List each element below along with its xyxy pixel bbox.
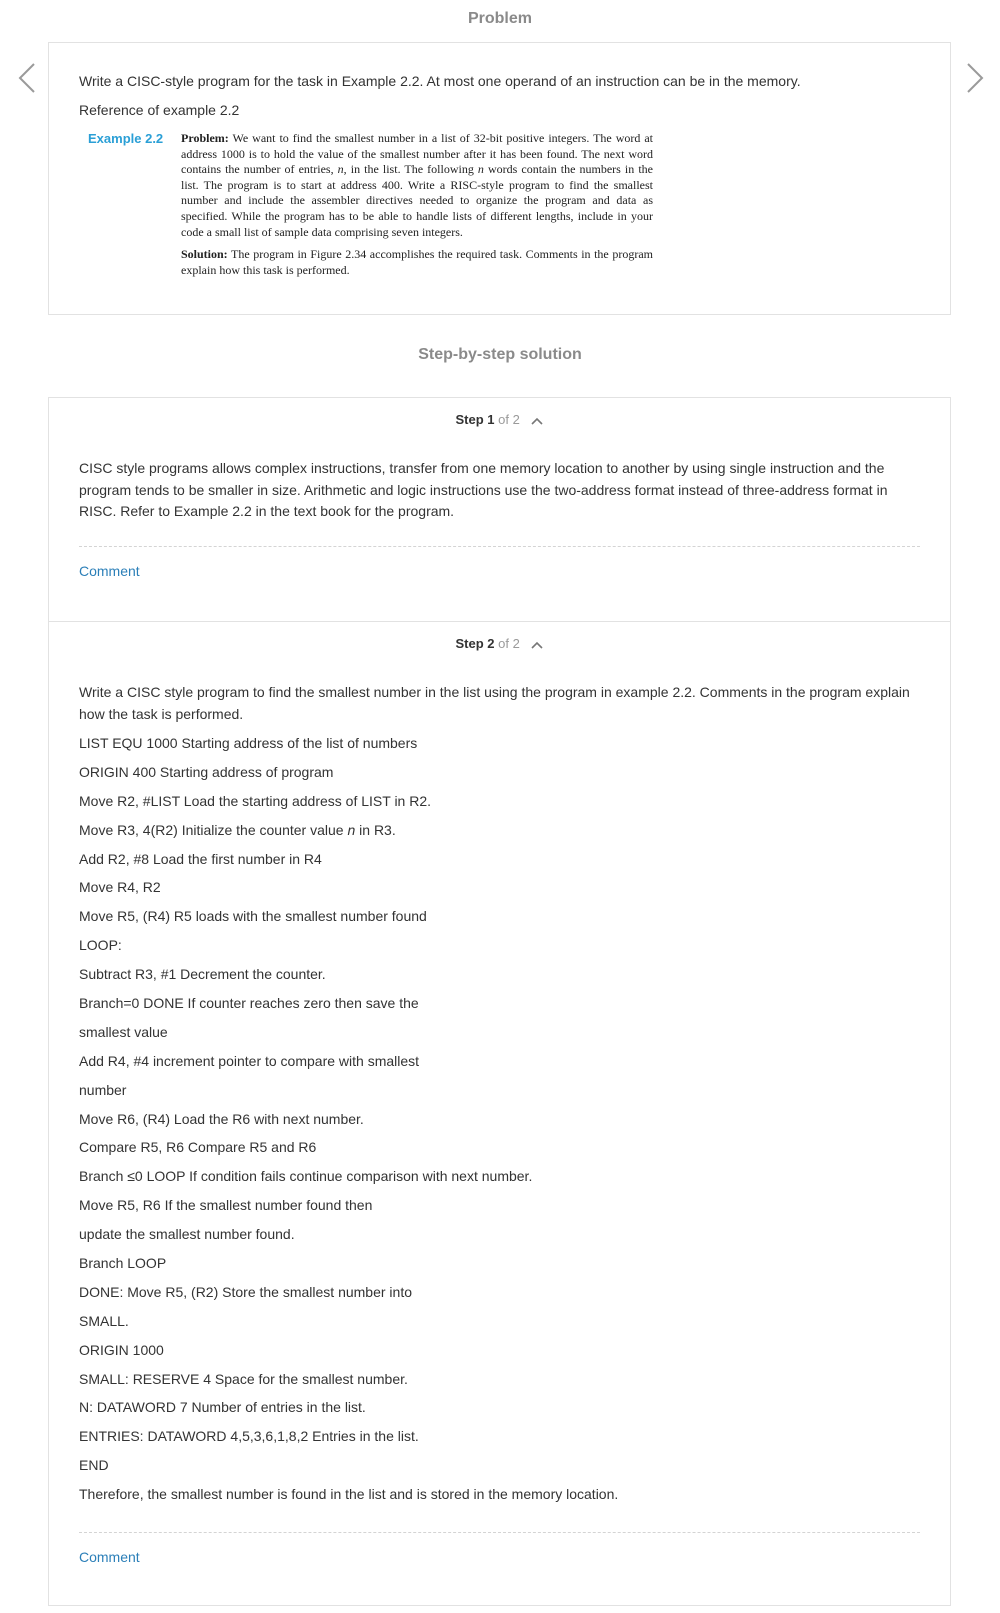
step-2-header[interactable] <box>49 636 950 652</box>
step-2-comment-link[interactable]: Comment <box>79 1549 140 1565</box>
step-1-card <box>48 397 951 622</box>
example-label: Example 2.2 <box>88 131 164 146</box>
program-line: Therefore, the smallest number is found in the list and is stored in the memory location. <box>79 1486 619 1503</box>
program-line: ORIGIN 400 Starting address of program <box>79 763 334 780</box>
chevron-up-icon[interactable] <box>531 637 543 652</box>
step-2-count: of 2 <box>498 636 520 651</box>
program-line: LIST EQU 1000 Starting address of the list of numbers <box>79 735 418 751</box>
step-2-label: Step 2 <box>455 636 495 651</box>
example-solution-label: Solution: <box>181 247 228 262</box>
step-2-card <box>48 621 951 1606</box>
problem-heading: Problem <box>467 10 532 27</box>
example-body <box>181 131 653 285</box>
program-line: ENTRIES: DATAWORD 4,5,3,6,1,8,2 Entries in the list. <box>79 1428 419 1445</box>
problem-reference: Reference of example 2.2 <box>79 102 240 118</box>
problem-statement: Write a CISC-style program for the task in Example 2.2. At most one operand of an instruction can be in the memory. <box>79 73 801 89</box>
example-solution-text: The program in Figure 2.34 accomplishes the required task. Comments in the program explain how this task is performed. <box>181 247 653 277</box>
previous-arrow-icon[interactable] <box>12 60 42 96</box>
next-arrow-icon[interactable] <box>960 60 990 96</box>
program-line: Add R4, #4 increment pointer to compare with smallest <box>79 1052 420 1069</box>
program-line: smallest value <box>79 1023 168 1040</box>
step-2-intro: Write a CISC style program to find the smallest number in the list using the program in example 2.2. Comments in the program explain how the task is performed. <box>79 684 910 722</box>
program-line: update the smallest number found. <box>79 1226 295 1243</box>
step-1-text: CISC style programs allows complex instructions, transfer from one memory location to another by using single instruction and the program tends to be smaller in size. Arithmetic and logic instructions use the two-address format instead of three-address format in RISC. Refer to Example 2.2 in the text book for the program. <box>79 460 888 519</box>
program-listing <box>79 733 909 1513</box>
program-line: Branch LOOP <box>79 1255 167 1272</box>
program-line: number <box>79 1081 127 1098</box>
program-line: Move R4, R2 <box>79 879 161 896</box>
program-line: Add R2, #8 Load the first number in R4 <box>79 850 322 867</box>
program-line: SMALL. <box>79 1312 129 1329</box>
program-line: N: DATAWORD 7 Number of entries in the list. <box>79 1399 366 1416</box>
divider <box>79 1532 920 1533</box>
program-line: Compare R5, R6 Compare R5 and R6 <box>79 1139 317 1156</box>
example-problem-label: Problem: <box>181 131 229 145</box>
program-line: Move R2, #LIST Load the starting address of LIST in R2. <box>79 792 432 809</box>
step-1-count: of 2 <box>498 412 520 427</box>
step-1-header[interactable] <box>49 412 950 428</box>
program-line: Subtract R3, #1 Decrement the counter. <box>79 966 326 983</box>
solution-heading: Step-by-step solution <box>418 346 582 363</box>
chevron-up-icon[interactable] <box>531 413 543 428</box>
problem-card <box>48 42 951 315</box>
program-line: DONE: Move R5, (R2) Store the smallest number into <box>79 1283 413 1300</box>
program-line: ORIGIN 1000 <box>79 1341 164 1358</box>
program-line: LOOP: <box>79 937 122 954</box>
program-line: Move R5, R6 If the smallest number found then <box>79 1197 373 1214</box>
program-line: Move R6, (R4) Load the R6 with next number. <box>79 1110 364 1127</box>
program-line: Branch=0 DONE If counter reaches zero then save the <box>79 995 419 1012</box>
program-line: SMALL: RESERVE 4 Space for the smallest number. <box>79 1370 408 1387</box>
program-line: Move R3, 4(R2) Initialize the counter value n in R3. <box>79 821 396 838</box>
program-line: END <box>79 1457 109 1474</box>
step-1-label: Step 1 <box>455 412 495 427</box>
program-line: Move R5, (R4) R5 loads with the smallest number found <box>79 908 427 925</box>
program-line: Branch ≤0 LOOP If condition fails continue comparison with next number. <box>79 1168 533 1185</box>
divider <box>79 546 920 547</box>
step-1-comment-link[interactable]: Comment <box>79 563 140 579</box>
example-problem-text: We want to find the smallest number in a list of 32-bit positive integers. The word at address 1000 is to hold the value of the smallest number after it has been found. The next word contains the number of entries, n, in the list. The following n words contain the numbers in the list. The program is to start at address 400. Write a RISC-style program to find the smallest number and include the assembler directives needed to organize the program and data as specified. While the program has to be able to handle lists of different lengths, include in your code a small list of sample data comprising seven integers. <box>181 131 653 239</box>
